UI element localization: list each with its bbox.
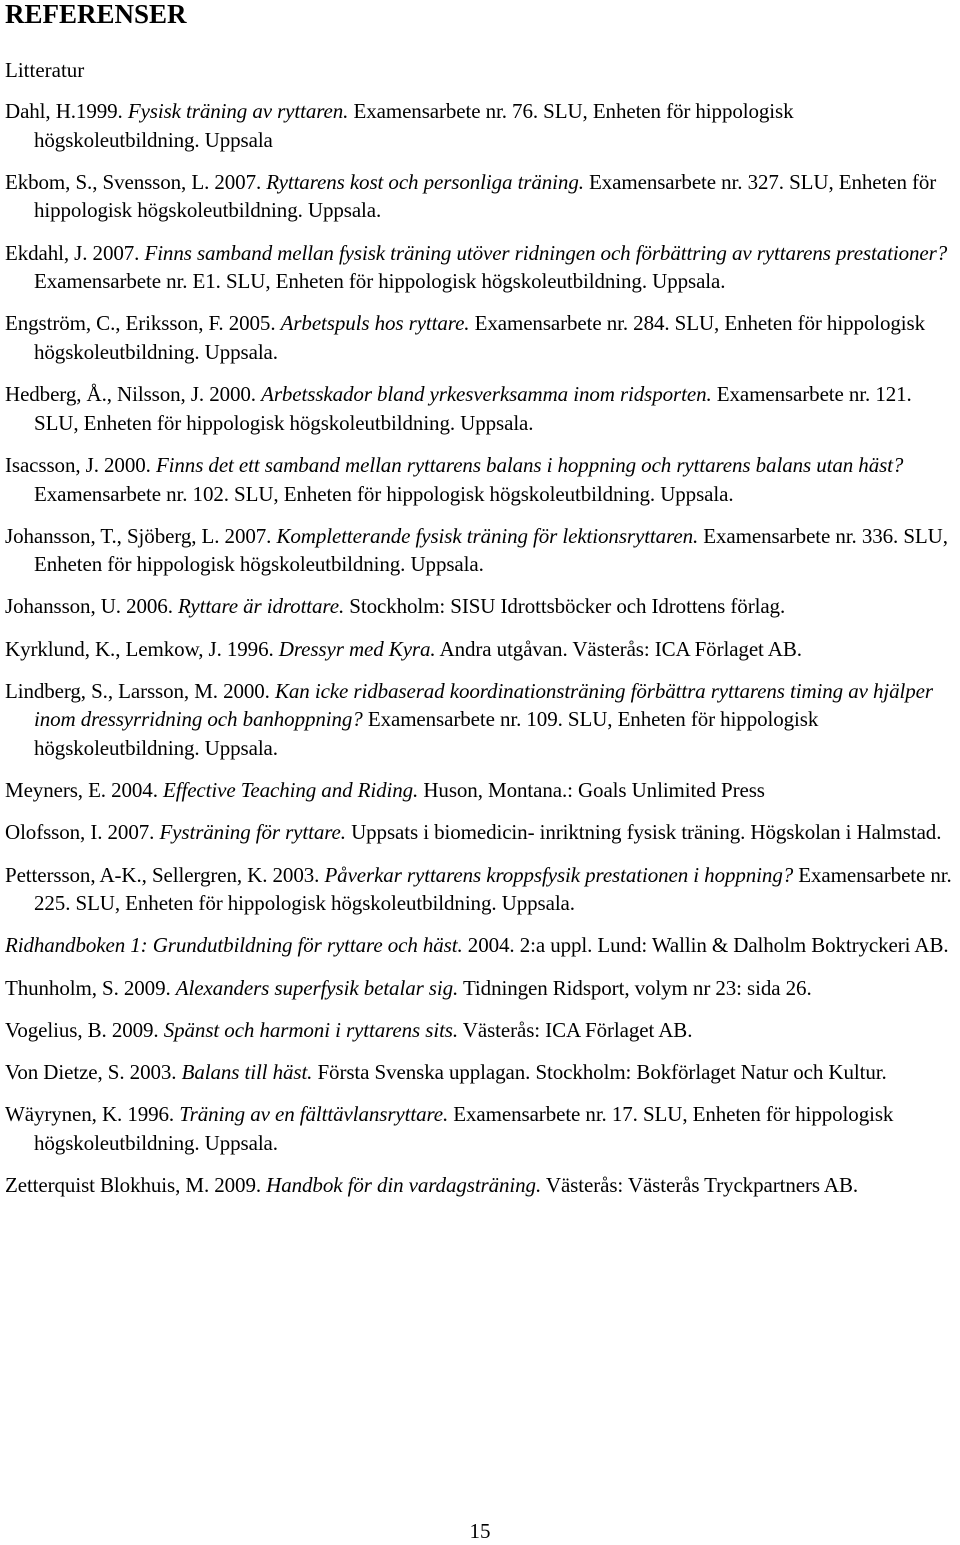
reference-entry: Isacsson, J. 2000. Finns det ett samband mellan ryttarens balans i hoppning och ryttarens balans utan häst? Examensarbete nr. 102. SLU, Enheten för hippologisk högskoleutbildning. Uppsala. — [5, 452, 904, 506]
page-heading: REFERENSER — [5, 0, 187, 29]
reference-entry: Vogelius, B. 2009. Spänst och harmoni i ryttarens sits. Västerås: ICA Förlaget AB. — [5, 1017, 693, 1042]
reference-entry: Thunholm, S. 2009. Alexanders superfysik betalar sig. Tidningen Ridsport, volym nr 23: sida 26. — [5, 975, 812, 1000]
reference-entry: Lindberg, S., Larsson, M. 2000. Kan icke ridbaserad koordinationsträning förbättra ryttarens timing av hjälper inom dressyrridning och banhoppning? Examensarbete nr. 109. SLU, Enheten för hippologisk högskoleutbildning. Uppsala. — [5, 678, 933, 761]
reference-entry: Pettersson, A-K., Sellergren, K. 2003. Påverkar ryttarens kroppsfysik prestationen i hoppning? Examensarbete nr. 225. SLU, Enheten för hippologisk högskoleutbildning. Uppsala. — [5, 862, 952, 916]
reference-entry: Dahl, H.1999. Fysisk träning av ryttaren. Examensarbete nr. 76. SLU, Enheten för hippologisk högskoleutbildning. Uppsala — [5, 99, 794, 152]
reference-entry: Kyrklund, K., Lemkow, J. 1996. Dressyr med Kyra. Andra utgåvan. Västerås: ICA Förlaget AB. — [5, 636, 802, 661]
reference-entry: Hedberg, Å., Nilsson, J. 2000. Arbetsskador bland yrkesverksamma inom ridsporten. Examensarbete nr. 121. SLU, Enheten för hippologisk högskoleutbildning. Uppsala. — [5, 382, 912, 435]
reference-entry: Johansson, T., Sjöberg, L. 2007. Kompletterande fysisk träning för lektionsryttaren. Examensarbete nr. 336. SLU, Enheten för hippologisk högskoleutbildning. Uppsala. — [5, 523, 948, 577]
reference-entry: Olofsson, I. 2007. Fysträning för ryttare. Uppsats i biomedicin- inriktning fysisk träning. Högskolan i Halmstad. — [5, 820, 942, 845]
section-subheading: Litteratur — [5, 58, 85, 82]
page-number: 15 — [469, 1519, 491, 1543]
reference-entry: Wäyrynen, K. 1996. Träning av en fälttävlansryttare. Examensarbete nr. 17. SLU, Enheten för hippologisk högskoleutbildning. Uppsala. — [5, 1102, 894, 1155]
reference-entry: Johansson, U. 2006. Ryttare är idrottare. Stockholm: SISU Idrottsböcker och Idrottens förlag. — [5, 594, 786, 619]
reference-entry: Ekdahl, J. 2007. Finns samband mellan fysisk träning utöver ridningen och förbättring av ryttarens prestationer? Examensarbete nr. E1. SLU, Enheten för hippologisk högskoleutbildning. Uppsala. — [5, 240, 948, 294]
reference-entry: Engström, C., Eriksson, F. 2005. Arbetspuls hos ryttare. Examensarbete nr. 284. SLU, Enheten för hippologisk högskoleutbildning. Uppsala. — [5, 311, 926, 364]
reference-entry: Ridhandboken 1: Grundutbildning för ryttare och häst. 2004. 2:a uppl. Lund: Wallin & Dalholm Boktryckeri AB. — [5, 933, 949, 958]
reference-entry: Von Dietze, S. 2003. Balans till häst. Första Svenska upplagan. Stockholm: Bokförlaget Natur och Kultur. — [5, 1059, 887, 1084]
reference-entry: Meyners, E. 2004. Effective Teaching and Riding. Huson, Montana.: Goals Unlimited Press — [5, 778, 765, 803]
reference-list — [5, 97, 960, 1213]
reference-entry: Ekbom, S., Svensson, L. 2007. Ryttarens kost och personliga träning. Examensarbete nr. 327. SLU, Enheten för hippologisk högskoleutbildning. Uppsala. — [5, 169, 937, 223]
reference-entry: Zetterquist Blokhuis, M. 2009. Handbok för din vardagsträning. Västerås: Västerås Tryckpartners AB. — [5, 1172, 859, 1197]
